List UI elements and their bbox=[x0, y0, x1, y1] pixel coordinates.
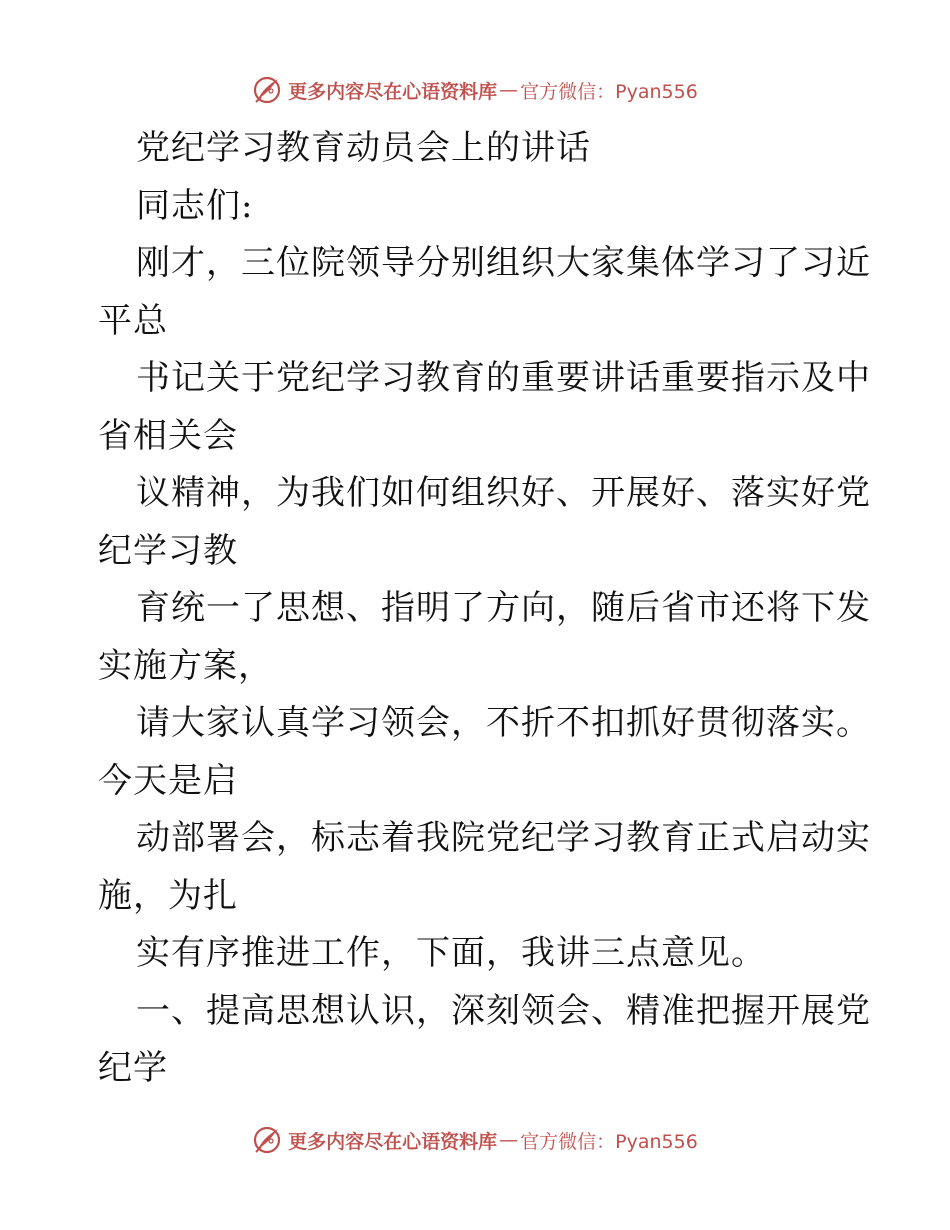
text-line: 纪学 bbox=[98, 1048, 168, 1088]
text-line: 纪学习教 bbox=[98, 530, 238, 571]
text-line: 今天是启 bbox=[98, 760, 238, 801]
text-line: 议精神，为我们如何组织好、开展好、落实好党 bbox=[136, 473, 871, 513]
quill-pen-logo-icon bbox=[252, 75, 282, 105]
footer-banner-separator: — bbox=[499, 1129, 519, 1151]
text-line: 请大家认真学习领会，不折不扣抓好贯彻落实。 bbox=[136, 703, 871, 743]
footer-wechat-text: 官方微信：Pyan556 bbox=[520, 1130, 698, 1153]
footer-banner bbox=[0, 1120, 950, 1160]
text-line: 省相关会 bbox=[98, 415, 238, 456]
text-line: 施，为扎 bbox=[98, 875, 238, 916]
document-title: 党纪学习教育动员会上的讲话 bbox=[136, 128, 591, 168]
text-line: 平总 bbox=[98, 300, 168, 341]
text-line: 实施方案， bbox=[98, 645, 273, 686]
text-line: 刚才，三位院领导分别组织大家集体学习了习近 bbox=[136, 243, 871, 283]
header-banner bbox=[0, 70, 950, 110]
quill-pen-logo-icon bbox=[252, 1125, 282, 1155]
text-line: 育统一了思想、指明了方向，随后省市还将下发 bbox=[136, 588, 871, 628]
text-line: 实有序推进工作，下面，我讲三点意见。 bbox=[136, 933, 766, 973]
text-line: 书记关于党纪学习教育的重要讲话重要指示及中 bbox=[136, 358, 871, 398]
footer-banner-text: 更多内容尽在心语资料库 bbox=[288, 1130, 498, 1153]
header-banner-text: 更多内容尽在心语资料库 bbox=[288, 80, 498, 103]
header-banner-separator: — bbox=[499, 79, 519, 101]
text-line: 动部署会，标志着我院党纪学习教育正式启动实 bbox=[136, 818, 871, 858]
salutation: 同志们: bbox=[136, 185, 254, 226]
header-wechat-text: 官方微信：Pyan556 bbox=[520, 80, 698, 103]
section-heading: 一、提高思想认识，深刻领会、精准把握开展党 bbox=[136, 990, 871, 1031]
document-body bbox=[98, 120, 871, 1098]
